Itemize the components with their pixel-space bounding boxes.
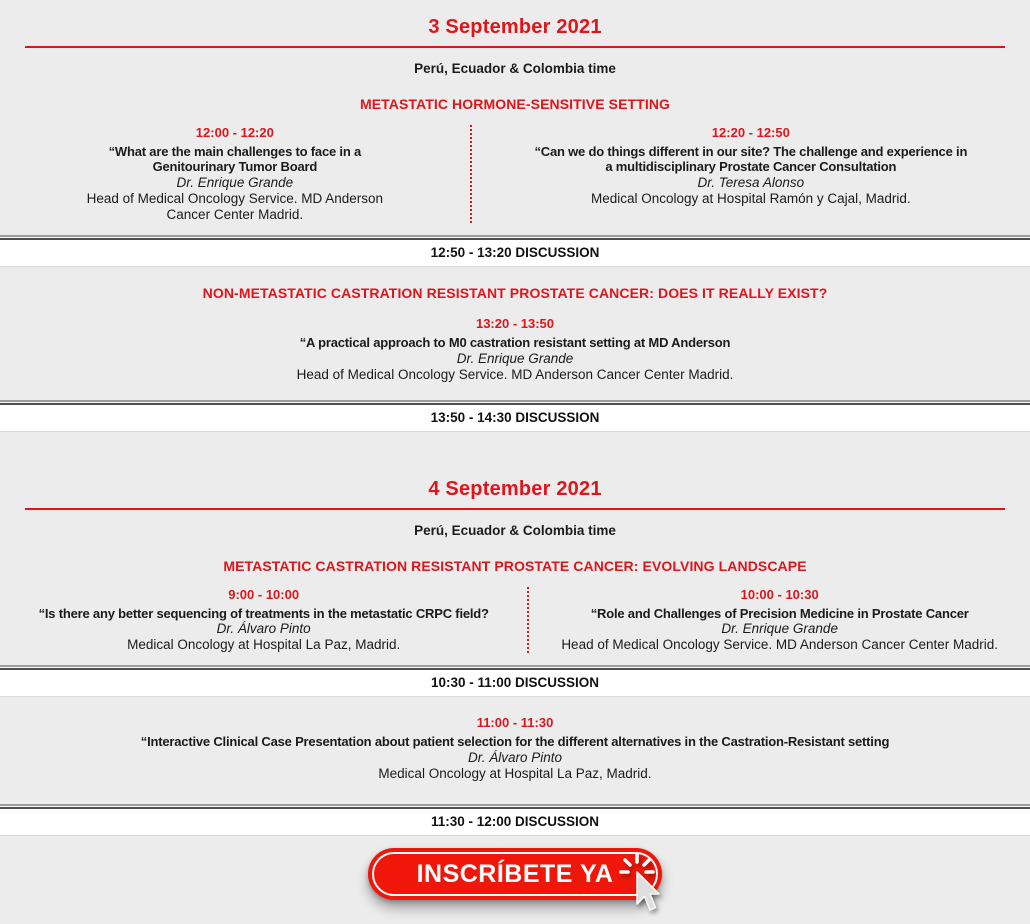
session-time: 12:00 - 12:20 (195, 125, 274, 140)
cta-area (0, 848, 1030, 900)
day-2-timezone-label: Perú, Ecuador & Colombia time (414, 522, 616, 538)
discussion-label: 12:50 - 13:20 DISCUSSION (0, 240, 1030, 267)
session-speaker: Dr. Álvaro Pinto (467, 749, 563, 765)
discussion-label: 11:30 - 12:00 DISCUSSION (0, 809, 1030, 836)
day-2-section-1-heading: METASTATIC CASTRATION RESISTANT PROSTATE CANCER: EVOLVING LANDSCAPE (223, 557, 807, 574)
inscribete-label: INSCRÍBETE YA (416, 859, 614, 888)
red-divider (25, 508, 1005, 510)
session-title: “What are the main challenges to face in a Genitourinary Tumor Board (108, 143, 362, 175)
session-card (0, 125, 470, 223)
inscribete-button[interactable] (368, 848, 662, 900)
discussion-label: 13:50 - 14:30 DISCUSSION (0, 405, 1030, 432)
session-affiliation: Head of Medical Oncology Service. MD Anderson Cancer Center Madrid. (296, 366, 734, 382)
day-1-section-2-heading: NON-METASTATIC CASTRATION RESISTANT PROSTATE CANCER: DOES IT REALLY EXIST? (202, 285, 828, 302)
discussion-bar (0, 400, 1030, 432)
red-divider (25, 46, 1005, 48)
session-affiliation: Medical Oncology at Hospital La Paz, Madrid. (127, 637, 401, 653)
session-affiliation: Head of Medical Oncology Service. MD Anderson Cancer Center Madrid. (561, 637, 999, 653)
session-card (470, 125, 1030, 223)
discussion-bar (0, 235, 1030, 267)
session-time: 11:00 - 11:30 (476, 715, 554, 731)
session-time: 10:00 - 10:30 (740, 586, 819, 602)
session-card (0, 587, 527, 654)
day-2-title: 4 September 2021 (428, 477, 602, 500)
day-1-section-1-heading: METASTATIC HORMONE-SENSITIVE SETTING (359, 96, 671, 112)
session-title: “Interactive Clinical Case Presentation about patient selection for the different alternatives in the Castration-Resistant setting (140, 734, 890, 750)
session-time: 13:20 - 13:50 (475, 316, 555, 332)
day-2-section (0, 432, 1030, 836)
day-1-timezone-label: Perú, Ecuador & Colombia time (414, 61, 616, 76)
session-speaker: Dr. Enrique Grande (721, 621, 838, 637)
session-title: “A practical approach to M0 castration resistant setting at MD Anderson (299, 334, 731, 350)
day-1-title: 3 September 2021 (428, 16, 602, 38)
session-card (527, 587, 1030, 654)
discussion-label: 10:30 - 11:00 DISCUSSION (0, 670, 1030, 697)
session-affiliation: Medical Oncology at Hospital Ramón y Cajal, Madrid. (591, 190, 911, 206)
session-time: 12:20 - 12:50 (711, 125, 790, 140)
day-1-section (0, 0, 1030, 432)
session-affiliation: Medical Oncology at Hospital La Paz, Madrid. (378, 765, 652, 781)
day-2-session-columns (0, 587, 1030, 654)
session-speaker: Dr. Álvaro Pinto (216, 621, 311, 637)
day-1-session-columns (0, 125, 1030, 223)
session-title: “Can we do things different in our site? The challenge and experience in a multidisciplinary Prostate Cancer Consultation (534, 143, 968, 175)
session-card (0, 316, 1030, 383)
session-title: “Role and Challenges of Precision Medicine in Prostate Cancer (590, 605, 969, 621)
session-speaker: Dr. Enrique Grande (456, 350, 574, 366)
session-time: 9:00 - 10:00 (228, 586, 300, 602)
discussion-bar (0, 665, 1030, 697)
session-card (0, 715, 1030, 782)
session-speaker: Dr. Enrique Grande (176, 174, 294, 190)
discussion-bar (0, 804, 1030, 836)
session-affiliation: Head of Medical Oncology Service. MD Anderson Cancer Center Madrid. (86, 190, 384, 223)
click-cursor-icon (614, 852, 676, 924)
session-title: “Is there any better sequencing of treatments in the metastatic CRPC field? (38, 605, 489, 621)
session-speaker: Dr. Teresa Alonso (697, 174, 805, 190)
